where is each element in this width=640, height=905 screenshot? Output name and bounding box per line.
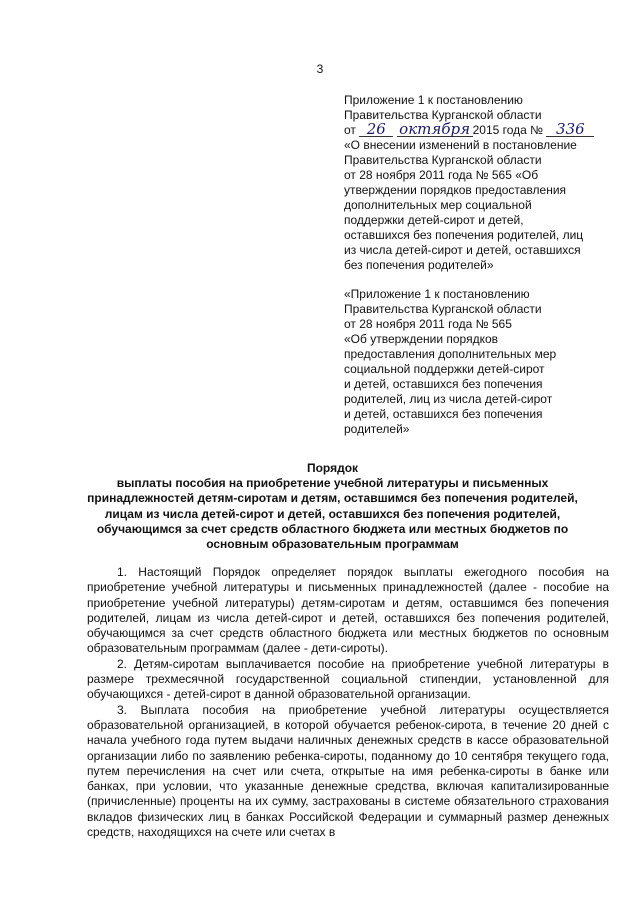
attachment-line: Правительства Курганской области: [344, 302, 542, 316]
attachment-header-1: [344, 93, 614, 273]
attachment-line: «О внесении изменений в постановление: [344, 138, 577, 152]
document-body: [87, 565, 609, 840]
handwritten-month: октября: [397, 123, 473, 137]
title-line: основным образовательным программам: [206, 537, 459, 552]
title-line: принадлежностей детям-сиротам и детям, оставшимся без попечения родителей,: [87, 491, 578, 506]
paragraph-3: 3. Выплата пособия на приобретение учебной литературы осуществляется образовательной организацией, в которой обучается ребенок-сирота, в течение 20 дней с начала учебного года путем выдачи наличных денежных средств в кассе образовательной организации либо по заявлению ребенка-сироты, поданному до 10 сентября текущего года, путем перечисления на счет или счета, открытые на имя ребенка-сироты в банке или банках, при условии, что указанные денежные средства, включая капитализированные (причисленные) проценты на их сумму, застрахованы в системе обязательного страхования вкладов физических лиц в банках Российской Федерации и суммарный размер денежных средств, находящихся на счете или счетах в: [87, 702, 609, 840]
attachment-line: без попечения родителей»: [344, 258, 494, 272]
attachment-line: «Об утверждении порядков: [344, 332, 499, 346]
handwritten-number: 336: [546, 123, 594, 137]
title-line: обучающимся за счет средств областного бюджета или местных бюджетов по: [96, 521, 569, 536]
title-line: лицам из числа детей-сирот и детей, оставшихся без попечения родителей,: [104, 506, 561, 521]
title-heading: Порядок: [306, 461, 359, 475]
attachment-line: и детей, оставшихся без попечения: [344, 377, 543, 391]
paragraph-2: 2. Детям-сиротам выплачивается пособие на приобретение учебной литературы в размере трехмесячной государственной социальной стипендии, установленной для обучающихся - детей-сирот в данной образовательной организации.: [87, 656, 609, 702]
attachment-line: предоставления дополнительных мер: [344, 347, 557, 361]
attachment-line: Правительства Курганской области: [344, 153, 542, 167]
attachment-line: родителей»: [344, 422, 410, 436]
attachment-line: «Приложение 1 к постановлению: [344, 287, 530, 301]
paragraph-1: 1. Настоящий Порядок определяет порядок выплаты ежегодного пособия на приобретение учебной литературы и письменных принадлежностей (далее - пособие на приобретение учебной литературы) детям-сиротам и детям, оставшимся без попечения родителей, лицам из числа детей-сирот и детей, оставшихся без попечения родителей, обучающимся за счет средств областного бюджета или местных бюджетов по основным образовательным программам (далее - дети-сироты).: [87, 565, 609, 656]
attachment-line: оставшихся без попечения родителей, лиц: [344, 228, 584, 242]
document-title: [40, 461, 625, 552]
attachment-line: и детей, оставшихся без попечения: [344, 407, 543, 421]
date-prefix: от: [344, 123, 356, 137]
attachment-line: поддержки детей-сирот и детей,: [344, 213, 524, 227]
attachment-header-2: [344, 287, 614, 437]
attachment-line: родителей, лиц из числа детей-сирот: [344, 392, 553, 406]
attachment-line: Приложение 1 к постановлению: [344, 93, 523, 107]
attachment-date-line: [344, 120, 614, 138]
page-number: 3: [316, 62, 324, 76]
attachment-line: утверждении порядков предоставления: [344, 183, 567, 197]
date-year: 2015 года №: [472, 123, 544, 137]
attachment-line: социальной поддержки детей-сирот: [344, 362, 545, 376]
attachment-line: дополнительных мер социальной: [344, 198, 532, 212]
title-line: выплаты пособия на приобретение учебной литературы и письменных: [116, 476, 549, 491]
attachment-line: от 28 ноября 2011 года № 565: [344, 317, 512, 331]
handwritten-day: 26: [359, 123, 393, 137]
attachment-line: из числа детей-сирот и детей, оставшихся: [344, 243, 581, 257]
attachment-line: Правительства Курганской области: [344, 108, 542, 122]
attachment-line: от 28 ноября 2011 года № 565 «Об: [344, 168, 539, 182]
